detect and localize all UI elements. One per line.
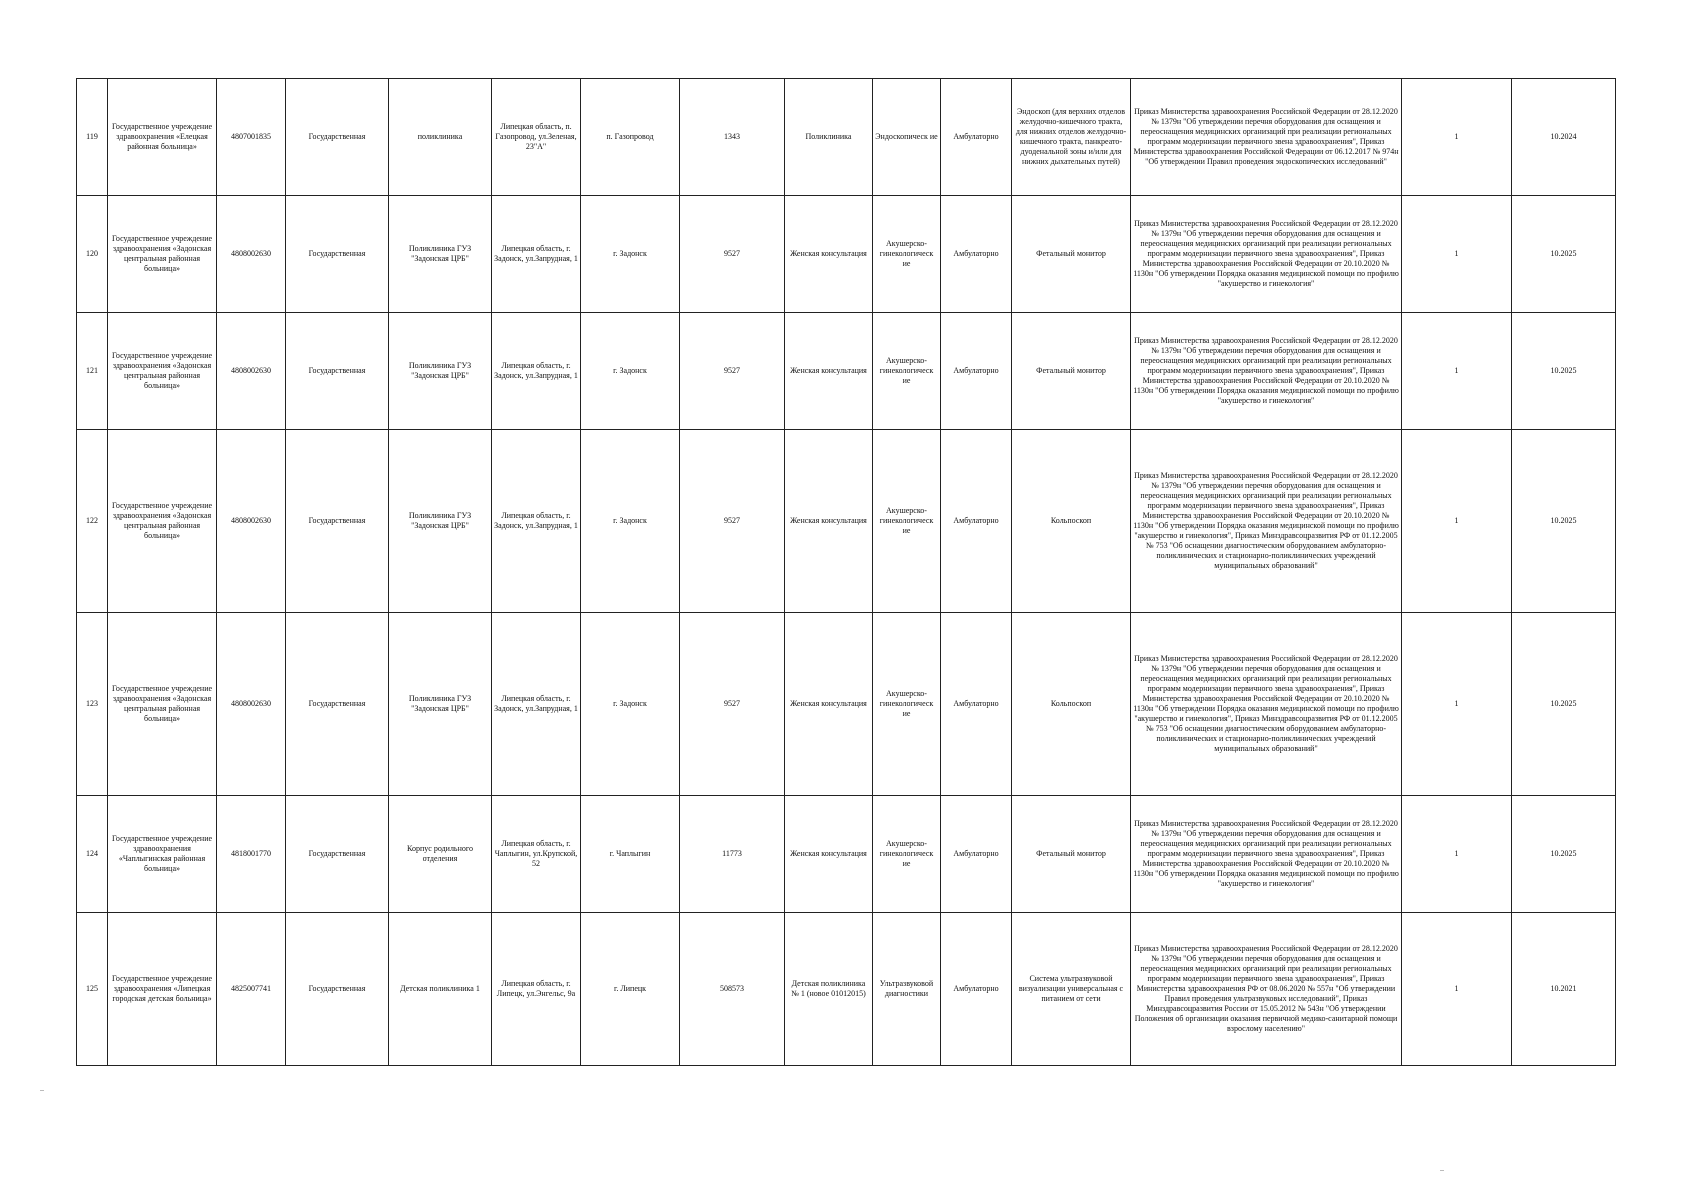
register-sheet xyxy=(76,78,1615,1059)
cell-subdivision: Женская консультация xyxy=(785,430,873,613)
cell-ownership-form: Государственная xyxy=(286,196,389,313)
cell-inn: 4825007741 xyxy=(217,913,286,1066)
cell-subdivision: Детская поликлиника № 1 (новое 01012015) xyxy=(785,913,873,1066)
cell-profile: Эндоскопическ ие xyxy=(873,79,941,196)
cell-population: 9527 xyxy=(680,313,785,430)
cell-inn: 4818001770 xyxy=(217,796,286,913)
cell-subdivision: Женская консультация xyxy=(785,196,873,313)
cell-date: 10.2025 xyxy=(1512,796,1616,913)
table-row xyxy=(77,79,1616,196)
cell-subdivision: Женская консультация xyxy=(785,796,873,913)
cell-ownership-form: Государственная xyxy=(286,613,389,796)
cell-number: 120 xyxy=(77,196,108,313)
table-body xyxy=(77,79,1616,1066)
table-row xyxy=(77,913,1616,1066)
cell-equipment: Кольпоскоп xyxy=(1012,430,1131,613)
cell-number: 123 xyxy=(77,613,108,796)
cell-organization: Государственное учреждение здравоохранения «Задонская центральная районная больница» xyxy=(108,196,217,313)
cell-settlement: г. Задонск xyxy=(581,196,680,313)
cell-number: 122 xyxy=(77,430,108,613)
cell-ownership-form: Государственная xyxy=(286,313,389,430)
cell-settlement: г. Липецк xyxy=(581,913,680,1066)
cell-settlement: г. Чаплыгин xyxy=(581,796,680,913)
cell-population: 9527 xyxy=(680,613,785,796)
cell-quantity: 1 xyxy=(1402,913,1512,1066)
cell-quantity: 1 xyxy=(1402,796,1512,913)
cell-legal-basis: Приказ Министерства здравоохранения Российской Федерации от 28.12.2020 № 1379н "Об утверждении перечня оборудования для оснащения и переоснащения медицинских организаций при реализации региональных программ модернизации первичного звена здравоохранения", Приказ Министерства здравоохранения РФ от 08.06.2020 № 557н "Об утверждении Правил проведения ультразвуковых исследований", Приказ Минздравсоцразвития России от 15.05.2012 № 543н "Об утверждении Положения об организации оказания первичной медико-санитарной помощи взрослому населению" xyxy=(1131,913,1402,1066)
cell-address: Липецкая область, п. Газопровод, ул.Зеленая, 23"А" xyxy=(492,79,581,196)
cell-equipment: Фетальный монитор xyxy=(1012,313,1131,430)
cell-address: Липецкая область, г. Липецк, ул.Энгельс, 9а xyxy=(492,913,581,1066)
cell-profile: Акушерско-гинекологическ ие xyxy=(873,796,941,913)
equipment-register-table xyxy=(76,78,1616,1066)
cell-address: Липецкая область, г. Задонск, ул.Запрудная, 1 xyxy=(492,613,581,796)
cell-population: 1343 xyxy=(680,79,785,196)
cell-address: Липецкая область, г. Задонск, ул.Запрудная, 1 xyxy=(492,313,581,430)
cell-address: Липецкая область, г. Задонск, ул.Запрудная, 1 xyxy=(492,430,581,613)
cell-equipment: Эндоскоп (для верхних отделов желудочно-кишечного тракта, для нижних отделов желудочно-кишечного тракта, панкреато-дуоденальной зоны и/или для нижних дыхательных путей) xyxy=(1012,79,1131,196)
cell-conditions: Амбулаторно xyxy=(941,196,1012,313)
cell-settlement: г. Задонск xyxy=(581,430,680,613)
cell-inn: 4808002630 xyxy=(217,613,286,796)
cell-number: 125 xyxy=(77,913,108,1066)
cell-conditions: Амбулаторно xyxy=(941,613,1012,796)
cell-population: 9527 xyxy=(680,196,785,313)
cell-date: 10.2024 xyxy=(1512,79,1616,196)
cell-quantity: 1 xyxy=(1402,430,1512,613)
cell-quantity: 1 xyxy=(1402,196,1512,313)
cell-conditions: Амбулаторно xyxy=(941,913,1012,1066)
cell-inn: 4808002630 xyxy=(217,430,286,613)
cell-inn: 4808002630 xyxy=(217,196,286,313)
cell-equipment: Кольпоскоп xyxy=(1012,613,1131,796)
cell-date: 10.2025 xyxy=(1512,430,1616,613)
table-row xyxy=(77,796,1616,913)
cell-organization: Государственное учреждение здравоохранения «Чаплыгинская районная больница» xyxy=(108,796,217,913)
cell-settlement: п. Газопровод xyxy=(581,79,680,196)
table-row xyxy=(77,196,1616,313)
cell-organization: Государственное учреждение здравоохранения «Задонская центральная районная больница» xyxy=(108,430,217,613)
cell-date: 10.2025 xyxy=(1512,196,1616,313)
cell-quantity: 1 xyxy=(1402,79,1512,196)
cell-conditions: Амбулаторно xyxy=(941,313,1012,430)
cell-legal-basis: Приказ Министерства здравоохранения Российской Федерации от 28.12.2020 № 1379н "Об утверждении перечня оборудования для оснащения и переоснащения медицинских организаций при реализации региональных программ модернизации первичного звена здравоохранения", Приказ Министерства здравоохранения Российской Федерации от 20.10.2020 № 1130н "Об утверждении Порядка оказания медицинской помощи по профилю "акушерство и гинекология", Приказ Минздравсоцразвития РФ от 01.12.2005 № 753 "Об оснащении диагностическим оборудованием амбулаторно-поликлинических и стационарно-поликлинических учреждений муниципальных образований" xyxy=(1131,613,1402,796)
cell-structural-unit: Поликлиника ГУЗ "Задонская ЦРБ" xyxy=(389,313,492,430)
cell-organization: Государственное учреждение здравоохранения «Липецкая городская детская больница» xyxy=(108,913,217,1066)
cell-equipment: Фетальный монитор xyxy=(1012,796,1131,913)
cell-address: Липецкая область, г. Чаплыгин, ул.Крупской, 52 xyxy=(492,796,581,913)
cell-legal-basis: Приказ Министерства здравоохранения Российской Федерации от 28.12.2020 № 1379н "Об утверждении перечня оборудования для оснащения и переоснащения медицинских организаций при реализации региональных программ модернизации первичного звена здравоохранения", Приказ Министерства здравоохранения Российской Федерации от 06.12.2017 № 974н "Об утверждении Правил проведения эндоскопических исследований" xyxy=(1131,79,1402,196)
cell-number: 119 xyxy=(77,79,108,196)
cell-legal-basis: Приказ Министерства здравоохранения Российской Федерации от 28.12.2020 № 1379н "Об утверждении перечня оборудования для оснащения и переоснащения медицинских организаций при реализации региональных программ модернизации первичного звена здравоохранения", Приказ Министерства здравоохранения Российской Федерации от 20.10.2020 № 1130н "Об утверждении Порядка оказания медицинской помощи по профилю "акушерство и гинекология", Приказ Минздравсоцразвития РФ от 01.12.2005 № 753 "Об оснащении диагностическим оборудованием амбулаторно-поликлинических и стационарно-поликлинических учреждений муниципальных образований" xyxy=(1131,430,1402,613)
cell-ownership-form: Государственная xyxy=(286,913,389,1066)
cell-conditions: Амбулаторно xyxy=(941,796,1012,913)
cell-conditions: Амбулаторно xyxy=(941,430,1012,613)
cell-date: 10.2025 xyxy=(1512,613,1616,796)
cell-structural-unit: Детская поликлиника 1 xyxy=(389,913,492,1066)
cell-profile: Акушерско-гинекологическ ие xyxy=(873,196,941,313)
cell-conditions: Амбулаторно xyxy=(941,79,1012,196)
cell-equipment: Фетальный монитор xyxy=(1012,196,1131,313)
cell-ownership-form: Государственная xyxy=(286,430,389,613)
cell-number: 124 xyxy=(77,796,108,913)
cell-settlement: г. Задонск xyxy=(581,613,680,796)
cell-subdivision: Поликлиника xyxy=(785,79,873,196)
cell-structural-unit: Поликлиника ГУЗ "Задонская ЦРБ" xyxy=(389,196,492,313)
cell-legal-basis: Приказ Министерства здравоохранения Российской Федерации от 28.12.2020 № 1379н "Об утверждении перечня оборудования для оснащения и переоснащения медицинских организаций при реализации региональных программ модернизации первичного звена здравоохранения", Приказ Министерства здравоохранения Российской Федерации от 20.10.2020 № 1130н "Об утверждении Порядка оказания медицинской помощи по профилю "акушерство и гинекология" xyxy=(1131,313,1402,430)
cell-date: 10.2021 xyxy=(1512,913,1616,1066)
table-row xyxy=(77,613,1616,796)
cell-population: 11773 xyxy=(680,796,785,913)
cell-inn: 4807001835 xyxy=(217,79,286,196)
cell-profile: Акушерско-гинекологическ ие xyxy=(873,613,941,796)
cell-population: 9527 xyxy=(680,430,785,613)
cell-ownership-form: Государственная xyxy=(286,796,389,913)
cell-structural-unit: Поликлиника ГУЗ "Задонская ЦРБ" xyxy=(389,613,492,796)
cell-structural-unit: Корпус родильного отделения xyxy=(389,796,492,913)
cell-settlement: г. Задонск xyxy=(581,313,680,430)
cell-subdivision: Женская консультация xyxy=(785,313,873,430)
cell-equipment: Система ультразвуковой визуализации универсальная с питанием от сети xyxy=(1012,913,1131,1066)
cell-quantity: 1 xyxy=(1402,613,1512,796)
cell-subdivision: Женская консультация xyxy=(785,613,873,796)
table-row xyxy=(77,430,1616,613)
cell-address: Липецкая область, г. Задонск, ул.Запрудная, 1 xyxy=(492,196,581,313)
cell-profile: Ультразвуковой диагностики xyxy=(873,913,941,1066)
cell-structural-unit: Поликлиника ГУЗ "Задонская ЦРБ" xyxy=(389,430,492,613)
cell-profile: Акушерско-гинекологическ ие xyxy=(873,430,941,613)
cell-population: 508573 xyxy=(680,913,785,1066)
cell-profile: Акушерско-гинекологическ ие xyxy=(873,313,941,430)
cell-structural-unit: поликлиника xyxy=(389,79,492,196)
cell-ownership-form: Государственная xyxy=(286,79,389,196)
cell-organization: Государственное учреждение здравоохранения «Задонская центральная районная больница» xyxy=(108,613,217,796)
cell-date: 10.2025 xyxy=(1512,313,1616,430)
scan-mark xyxy=(40,1090,44,1091)
table-row xyxy=(77,313,1616,430)
scan-mark xyxy=(1440,1170,1444,1171)
cell-quantity: 1 xyxy=(1402,313,1512,430)
cell-organization: Государственное учреждение здравоохранения «Задонская центральная районная больница» xyxy=(108,313,217,430)
cell-number: 121 xyxy=(77,313,108,430)
cell-legal-basis: Приказ Министерства здравоохранения Российской Федерации от 28.12.2020 № 1379н "Об утверждении перечня оборудования для оснащения и переоснащения медицинских организаций при реализации региональных программ модернизации первичного звена здравоохранения", Приказ Министерства здравоохранения Российской Федерации от 20.10.2020 № 1130н "Об утверждении Порядка оказания медицинской помощи по профилю "акушерство и гинекология" xyxy=(1131,196,1402,313)
cell-inn: 4808002630 xyxy=(217,313,286,430)
cell-legal-basis: Приказ Министерства здравоохранения Российской Федерации от 28.12.2020 № 1379н "Об утверждении перечня оборудования для оснащения и переоснащения медицинских организаций при реализации региональных программ модернизации первичного звена здравоохранения", Приказ Министерства здравоохранения Российской Федерации от 20.10.2020 № 1130н "Об утверждении Порядка оказания медицинской помощи по профилю "акушерство и гинекология" xyxy=(1131,796,1402,913)
cell-organization: Государственное учреждение здравоохранения «Елецкая районная больница» xyxy=(108,79,217,196)
